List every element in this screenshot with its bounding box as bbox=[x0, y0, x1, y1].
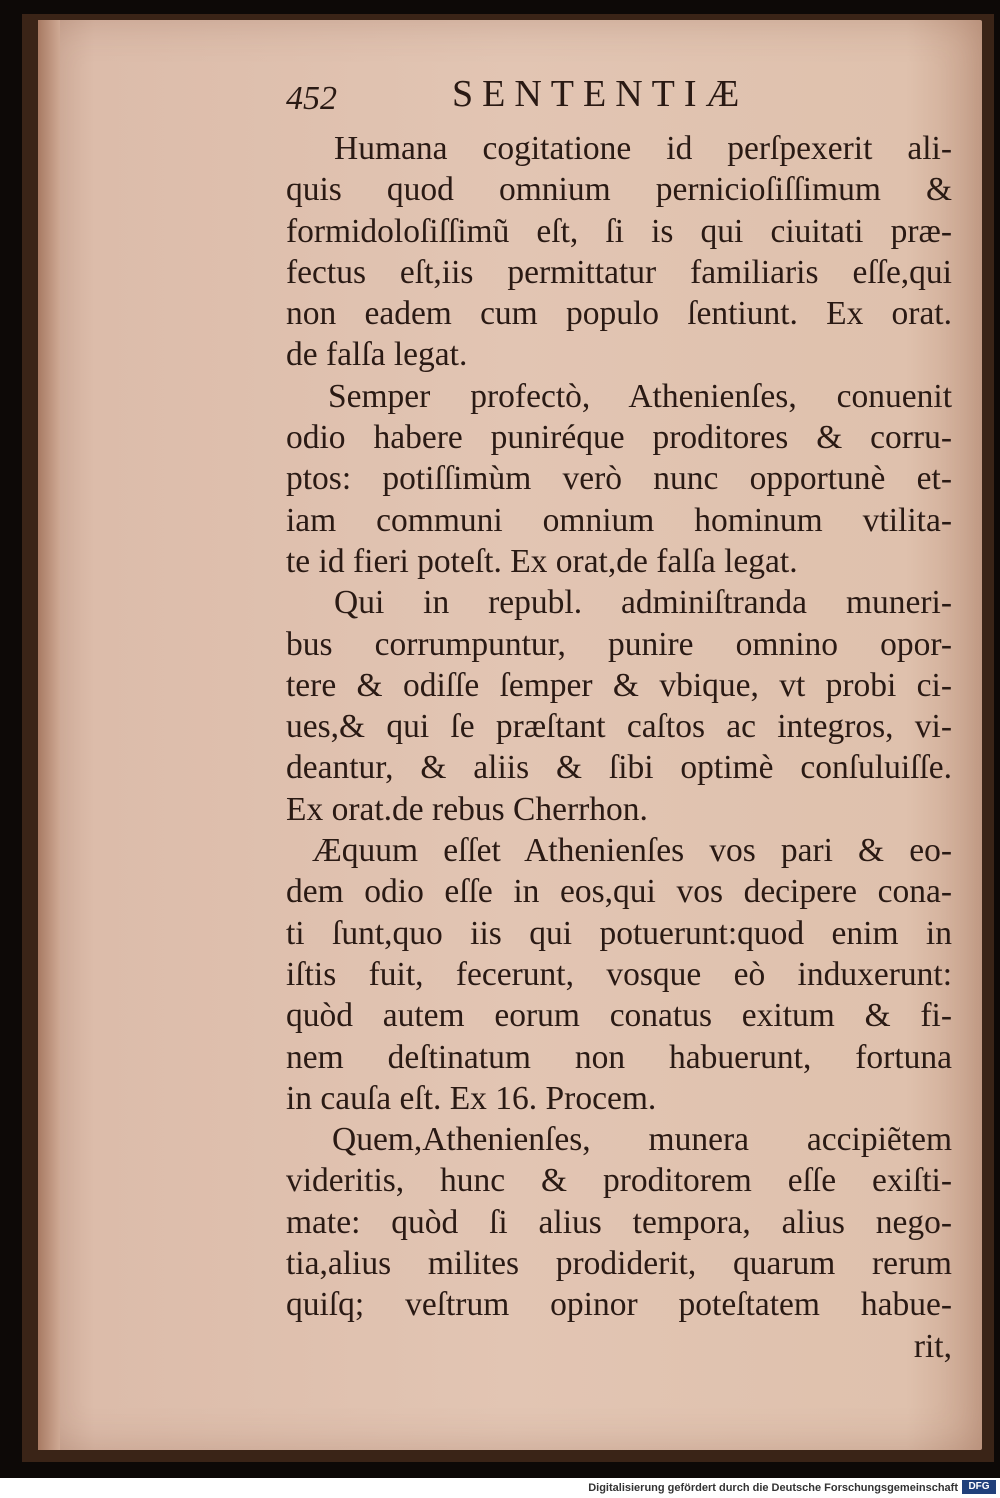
text-line: tere & odiſſe ſemper & vbique, vt probi ci- bbox=[286, 666, 952, 704]
text-line: ti ſunt,quo iis qui potuerunt:quod enim in bbox=[286, 914, 952, 952]
text-line: fectus eſt,iis permittatur familiaris eſſe,qui bbox=[286, 253, 952, 291]
text-line: in cauſa eſt. Ex 16. Procem. bbox=[286, 1079, 657, 1117]
body-text bbox=[286, 128, 952, 1367]
text-line: nem deſtinatum non habuerunt, fortuna bbox=[286, 1038, 952, 1076]
text-line: Humana cogitatione id perſpexerit ali- bbox=[334, 130, 952, 167]
catchword: rit, bbox=[913, 1327, 952, 1365]
text-line: mate: quòd ſi alius tempora, alius nego- bbox=[286, 1203, 952, 1241]
text-line: ues,& qui ſe præſtant caſtos ac integros, vi- bbox=[286, 708, 952, 746]
text-line: odio habere puniréque proditores & corru- bbox=[286, 419, 952, 457]
text-line: iam communi omnium hominum vtilita- bbox=[286, 501, 952, 539]
page-gutter bbox=[38, 20, 60, 1450]
text-line: Semper profectò, Athenienſes, conuenit bbox=[328, 377, 952, 415]
text-line: iſtis fuit, fecerunt, vosque eò induxerunt: bbox=[286, 955, 952, 993]
dfg-logo: DFG bbox=[962, 1480, 996, 1494]
page-number: 452 bbox=[286, 80, 337, 117]
text-line: de falſa legat. bbox=[286, 336, 468, 374]
text-line: Quem,Athenienſes, munera accipiẽtem bbox=[332, 1121, 952, 1159]
text-line: ptos: potiſſimùm verò nunc opportunè et- bbox=[286, 460, 952, 498]
running-head: SENTENTIÆ bbox=[452, 73, 749, 115]
text-line: quis quod omnium pernicioſiſſimum & bbox=[286, 171, 952, 209]
text-line: Ex orat.de rebus Cherrhon. bbox=[286, 790, 648, 828]
text-line: te id fieri poteſt. Ex orat,de falſa legat. bbox=[286, 542, 798, 580]
text-line: Æquum eſſet Athenienſes vos pari & eo- bbox=[312, 832, 952, 870]
text-line: tia,alius milites prodiderit, quarum rerum bbox=[286, 1245, 952, 1283]
text-line: formidoloſiſſimũ eſt, ſi is qui ciuitati præ- bbox=[286, 212, 952, 250]
text-line: dem odio eſſe in eos,qui vos decipere cona- bbox=[286, 873, 952, 911]
text-line: quiſq; veſtrum opinor poteſtatem habue- bbox=[286, 1286, 952, 1324]
text-line: Qui in republ. adminiſtranda muneri- bbox=[334, 584, 952, 622]
funding-credit: Digitalisierung gefördert durch die Deutsche Forschungsgemeinschaft bbox=[588, 1482, 958, 1494]
text-line: videritis, hunc & proditorem eſſe exiſti- bbox=[286, 1162, 952, 1200]
text-line: quòd autem eorum conatus exitum & fi- bbox=[286, 997, 952, 1035]
text-line: deantur, & aliis & ſibi optimè conſuluiſſe. bbox=[286, 749, 952, 787]
text-line: non eadem cum populo ſentiunt. Ex orat. bbox=[286, 295, 952, 333]
text-line: bus corrumpuntur, punire omnino opor- bbox=[286, 625, 952, 663]
